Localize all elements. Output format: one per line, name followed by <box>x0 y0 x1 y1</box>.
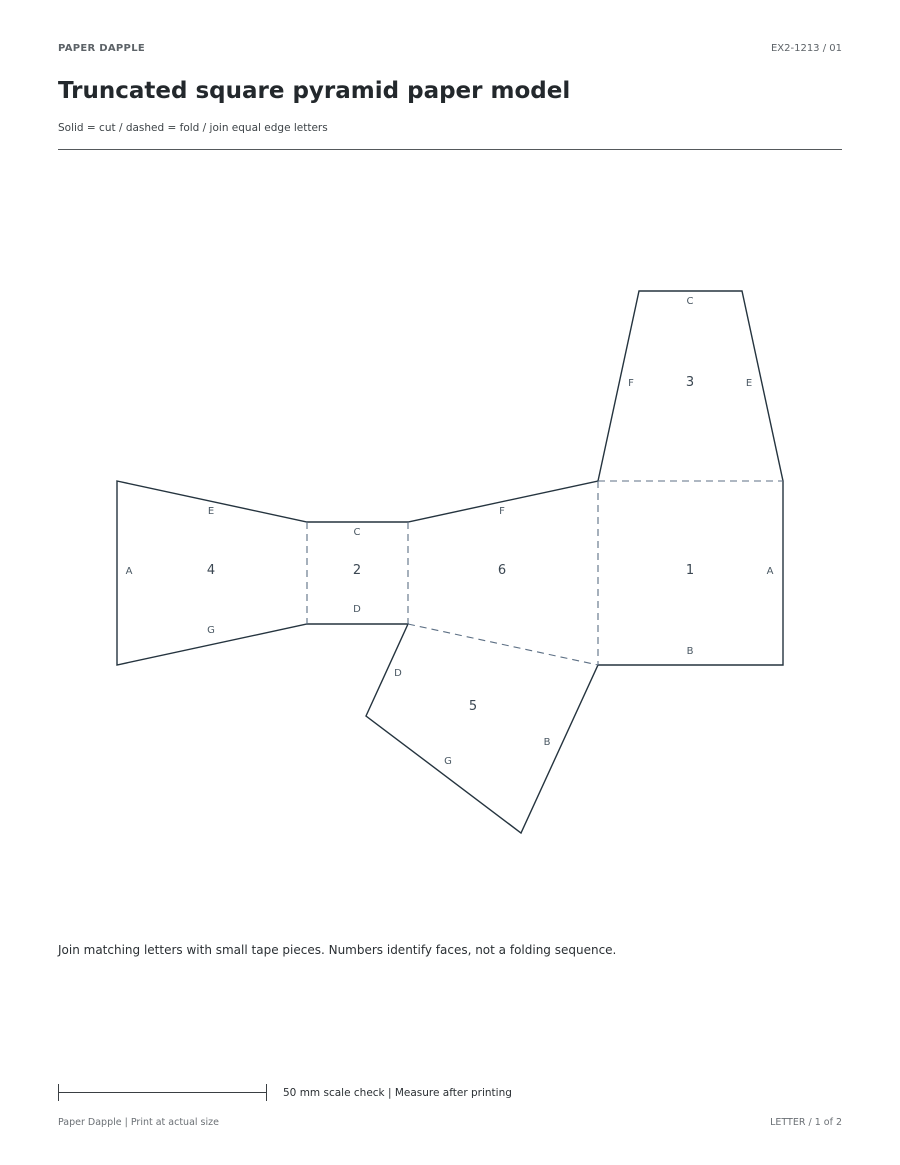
edge-label-a: A <box>125 566 133 577</box>
page-title: Truncated square pyramid paper model <box>58 78 571 104</box>
brand-name: PAPER DAPPLE <box>58 43 145 54</box>
edge-label-g: G <box>207 625 215 636</box>
scale-check-note: 50 mm scale check | Measure after printing <box>283 1087 512 1099</box>
edge-label-d: D <box>394 668 402 679</box>
footer-page-info: LETTER / 1 of 2 <box>770 1117 842 1128</box>
edge-label-d: D <box>353 604 361 615</box>
assembly-instructions: Join matching letters with small tape pieces. Numbers identify faces, not a folding sequence. <box>58 943 617 957</box>
edge-label-g: G <box>444 756 452 767</box>
edge-label-e: E <box>207 506 215 517</box>
edge-label-b: B <box>686 646 694 657</box>
scale-bar <box>58 1084 267 1101</box>
edge-label-c: C <box>686 296 694 307</box>
scale-bar-tick-right <box>266 1084 267 1101</box>
edge-label-e: E <box>745 378 753 389</box>
edge-label-c: C <box>353 527 361 538</box>
footer-credit: Paper Dapple | Print at actual size <box>58 1117 219 1128</box>
edge-label-f: F <box>499 506 505 517</box>
net-cut-outline <box>117 291 783 833</box>
edge-label-f: F <box>628 378 634 389</box>
fold-line-5-6 <box>408 624 598 665</box>
edge-label-b: B <box>543 737 551 748</box>
face-5-number: 5 <box>468 699 478 714</box>
face-3-number: 3 <box>685 375 695 390</box>
face-4-number: 4 <box>206 563 216 578</box>
face-6-number: 6 <box>497 563 507 578</box>
legend-subtitle: Solid = cut / dashed = fold / join equal edge letters <box>58 122 328 134</box>
document-id: EX2-1213 / 01 <box>770 43 842 54</box>
edge-label-a: A <box>766 566 774 577</box>
scale-bar-line <box>58 1092 267 1093</box>
face-1-number: 1 <box>685 563 695 578</box>
face-2-number: 2 <box>352 563 362 578</box>
fold-lines <box>307 481 783 665</box>
